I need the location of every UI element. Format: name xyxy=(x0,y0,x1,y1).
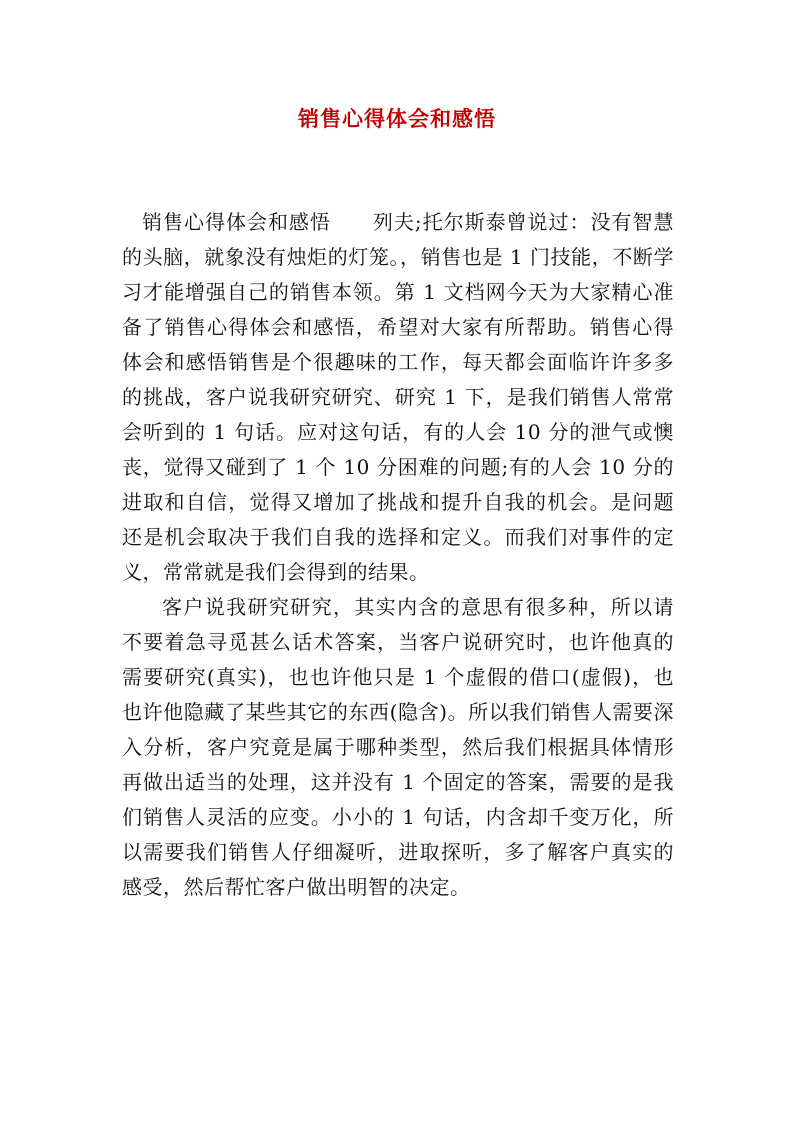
document-body xyxy=(122,205,674,905)
document-title: 销售心得体会和感悟 xyxy=(298,106,496,131)
paragraph-1: 销售心得体会和感悟 列夫;托尔斯泰曾说过：没有智慧的头脑，就象没有烛炬的灯笼。，销售也是 1 门技能，不断学习才能增强自己的销售本领。第 1 文档网今天为大家精心准备了销售心得体会和感悟，希望对大家有所帮助。销售心得体会和感悟销售是个很趣味的工作，每天都会面临许许多多的挑战，客户说我研究研究、研究 1 下，是我们销售人常常会听到的 1 句话。应对这句话，有的人会 10 分的泄气或懊丧，觉得又碰到了 1 个 10 分困难的问题;有的人会 10 分的进取和自信，觉得又增加了挑战和提升自我的机会。是问题还是机会取决于我们自我的选择和定义。而我们对事件的定义，常常就是我们会得到的结果。 xyxy=(122,210,674,584)
paragraph-2: 客户说我研究研究，其实内含的意思有很多种，所以请不要着急寻觅甚么话术答案，当客户说研究时，也许他真的需要研究(真实)，也也许他只是 1 个虚假的借口(虚假)，也也许他隐藏了某些其它的东西(隐含)。所以我们销售人需要深入分析，客户究竟是属于哪种类型，然后我们根据具体情形再做出适当的处理，这并没有 1 个固定的答案，需要的是我们销售人灵活的应变。小小的 1 句话，内含却千变万化，所以需要我们销售人仔细凝听，进取探听，多了解客户真实的感受，然后帮忙客户做出明智的决定。 xyxy=(122,595,674,899)
